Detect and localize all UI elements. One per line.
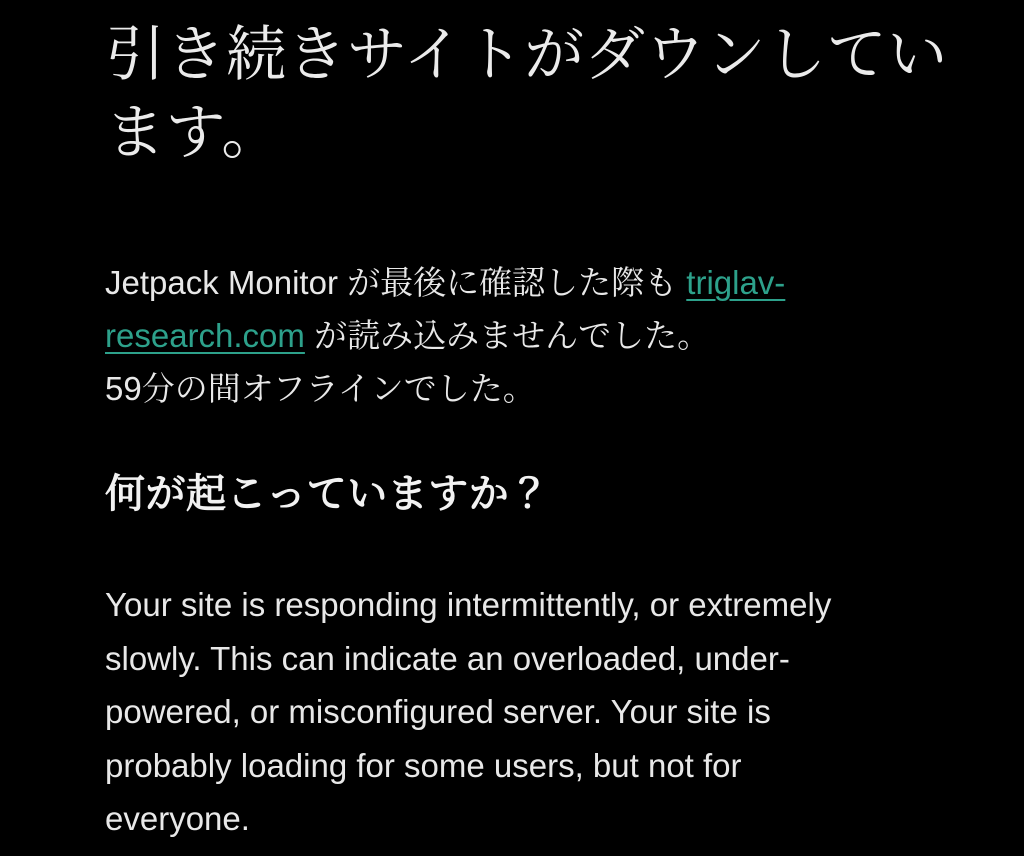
offline-duration-text: 59分の間オフラインでした。 [105,370,536,407]
explanation-line-4: probably loading for some users, but not for [105,746,742,784]
explanation-line-2: slowly. This can indicate an overloaded, under- [105,639,790,677]
page-title-line-1: 引き続きサイトがダウンしてい [105,21,948,88]
page-title [105,16,948,172]
status-text-prefix: Jetpack Monitor が最後に確認した際も [105,264,687,301]
status-paragraph [105,256,924,415]
status-text-suffix: が読み込みませんでした。 [304,317,711,354]
explanation-line-5: everyone. [105,800,250,837]
site-link-text-part-1: triglav- [686,264,786,301]
status-line-1 [105,256,924,309]
page-title-line-2: ます。 [105,99,282,166]
site-link[interactable] [105,317,305,354]
site-link-text-part-2: research.com [105,317,305,354]
explanation-line-3: powered, or misconfigured server. Your site is [105,693,771,730]
site-link[interactable] [686,264,785,301]
status-line-2 [105,309,924,362]
explanation-line-1: Your site is responding intermittently, or extremely [105,586,832,623]
section-title: 何が起こっていますか？ [105,472,550,516]
explanation-paragraph [105,578,924,846]
